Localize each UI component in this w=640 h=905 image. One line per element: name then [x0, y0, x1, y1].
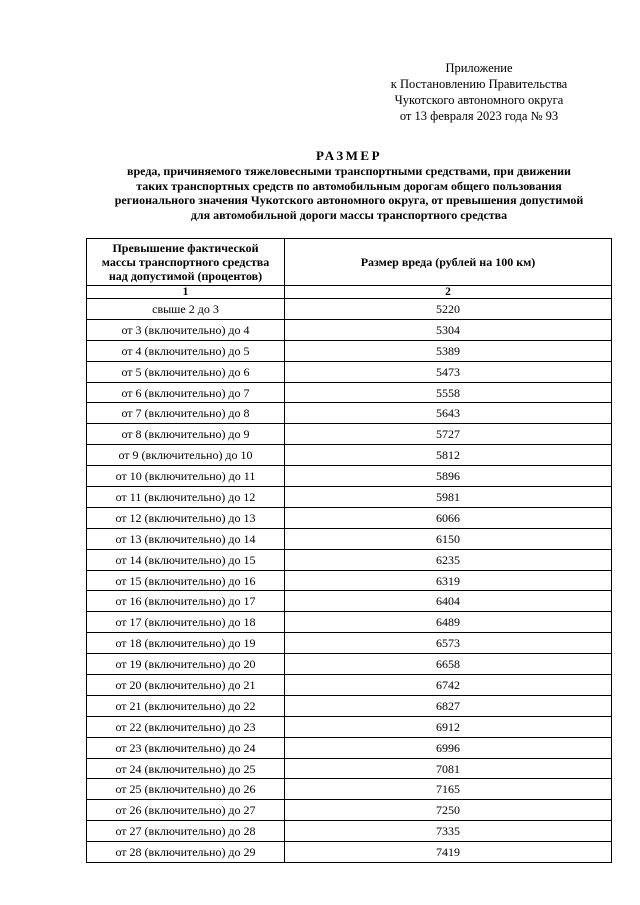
damage-value-cell: 6996: [285, 737, 612, 758]
excess-range-cell: от 13 (включительно) до 14: [87, 528, 285, 549]
table-row: [87, 758, 612, 779]
table-row: [87, 591, 612, 612]
excess-range-cell: от 4 (включительно) до 5: [87, 340, 285, 361]
excess-range-cell: от 17 (включительно) до 18: [87, 612, 285, 633]
subtitle-line: регионального значения Чукотского автономного округа, от превышения допустимой: [114, 193, 584, 208]
document-subtitle: [86, 164, 612, 222]
excess-range-cell: от 10 (включительно) до 11: [87, 466, 285, 487]
excess-range-cell: от 21 (включительно) до 22: [87, 695, 285, 716]
subtitle-line: для автомобильной дороги массы транспортного средства: [190, 207, 508, 222]
damage-value-cell: 6658: [285, 654, 612, 675]
table-row: [87, 695, 612, 716]
table-row: [87, 361, 612, 382]
table-row: [87, 466, 612, 487]
table-row: [87, 382, 612, 403]
excess-range-cell: от 22 (включительно) до 23: [87, 716, 285, 737]
table-row: [87, 487, 612, 508]
damage-value-cell: 5304: [285, 319, 612, 340]
excess-range-cell: от 7 (включительно) до 8: [87, 403, 285, 424]
appendix-line: Приложение: [445, 61, 513, 75]
appendix-line: к Постановлению Правительства: [390, 77, 568, 91]
table-row: [87, 842, 612, 863]
column-number: 1: [87, 286, 285, 299]
table-row: [87, 779, 612, 800]
table-row: [87, 675, 612, 696]
document-heading: [86, 148, 612, 222]
column-number: 2: [285, 286, 612, 299]
excess-range-cell: от 26 (включительно) до 27: [87, 800, 285, 821]
damage-value-cell: 5812: [285, 445, 612, 466]
excess-range-cell: от 8 (включительно) до 9: [87, 424, 285, 445]
excess-range-cell: свыше 2 до 3: [87, 299, 285, 320]
excess-range-cell: от 3 (включительно) до 4: [87, 319, 285, 340]
damage-value-cell: 7081: [285, 758, 612, 779]
table-row: [87, 716, 612, 737]
appendix-date: от 13 февраля 2023 года № 93: [399, 109, 559, 123]
damage-value-cell: 7165: [285, 779, 612, 800]
header-excess-line: Превышение фактической: [112, 241, 259, 255]
table-row: [87, 299, 612, 320]
excess-range-cell: от 16 (включительно) до 17: [87, 591, 285, 612]
damage-value-cell: 5220: [285, 299, 612, 320]
excess-range-cell: от 15 (включительно) до 16: [87, 570, 285, 591]
subtitle-line: таких транспортных средств по автомобильным дорогам общего пользования: [136, 178, 562, 193]
excess-range-cell: от 6 (включительно) до 7: [87, 382, 285, 403]
damage-value-cell: 7419: [285, 842, 612, 863]
header-excess-line: массы транспортного средства: [101, 255, 270, 269]
excess-range-cell: от 28 (включительно) до 29: [87, 842, 285, 863]
damage-value-cell: 7250: [285, 800, 612, 821]
excess-range-cell: от 5 (включительно) до 6: [87, 361, 285, 382]
table-row: [87, 633, 612, 654]
table-row: [87, 737, 612, 758]
table-row: [87, 340, 612, 361]
table-row: [87, 570, 612, 591]
header-excess: [87, 239, 285, 286]
excess-range-cell: от 23 (включительно) до 24: [87, 737, 285, 758]
table-row: [87, 612, 612, 633]
damage-value-cell: 6066: [285, 507, 612, 528]
excess-range-cell: от 24 (включительно) до 25: [87, 758, 285, 779]
damage-value-cell: 6912: [285, 716, 612, 737]
excess-range-cell: от 12 (включительно) до 13: [87, 507, 285, 528]
table-row: [87, 821, 612, 842]
table-row: [87, 654, 612, 675]
table-header-row: [87, 239, 612, 286]
column-number-row: [87, 286, 612, 299]
damage-value-cell: 7335: [285, 821, 612, 842]
excess-range-cell: от 9 (включительно) до 10: [87, 445, 285, 466]
damage-value-cell: 5643: [285, 403, 612, 424]
table-row: [87, 549, 612, 570]
excess-range-cell: от 20 (включительно) до 21: [87, 675, 285, 696]
damage-value-cell: 6742: [285, 675, 612, 696]
excess-range-cell: от 19 (включительно) до 20: [87, 654, 285, 675]
damage-value-cell: 6573: [285, 633, 612, 654]
damage-value-cell: 6319: [285, 570, 612, 591]
header-damage: [285, 239, 612, 286]
damage-value-cell: 6489: [285, 612, 612, 633]
table-row: [87, 319, 612, 340]
table-row: [87, 528, 612, 549]
damage-value-cell: 5727: [285, 424, 612, 445]
excess-range-cell: от 18 (включительно) до 19: [87, 633, 285, 654]
subtitle-line: вреда, причиняемого тяжеловесными транспортными средствами, при движении: [127, 164, 571, 178]
appendix-line: Чукотского автономного округа: [394, 93, 564, 107]
table-body: [87, 299, 612, 863]
table-row: [87, 800, 612, 821]
table-row: [87, 403, 612, 424]
damage-value-cell: 5896: [285, 466, 612, 487]
damage-value-cell: 6235: [285, 549, 612, 570]
damage-value-cell: 6827: [285, 695, 612, 716]
table-row: [87, 424, 612, 445]
damage-value-cell: 5558: [285, 382, 612, 403]
table-row: [87, 507, 612, 528]
header-damage-line: Размер вреда (рублей на 100 км): [360, 255, 536, 269]
header-excess-line: над допустимой (процентов): [108, 269, 263, 283]
damage-value-cell: 5981: [285, 487, 612, 508]
damage-value-cell: 5389: [285, 340, 612, 361]
excess-range-cell: от 25 (включительно) до 26: [87, 779, 285, 800]
damage-table: [86, 238, 612, 863]
damage-value-cell: 6150: [285, 528, 612, 549]
damage-value-cell: 5473: [285, 361, 612, 382]
excess-range-cell: от 27 (включительно) до 28: [87, 821, 285, 842]
document-title: РАЗМЕР: [315, 148, 383, 163]
excess-range-cell: от 14 (включительно) до 15: [87, 549, 285, 570]
damage-value-cell: 6404: [285, 591, 612, 612]
appendix-block: [369, 60, 589, 124]
excess-range-cell: от 11 (включительно) до 12: [87, 487, 285, 508]
table-row: [87, 445, 612, 466]
